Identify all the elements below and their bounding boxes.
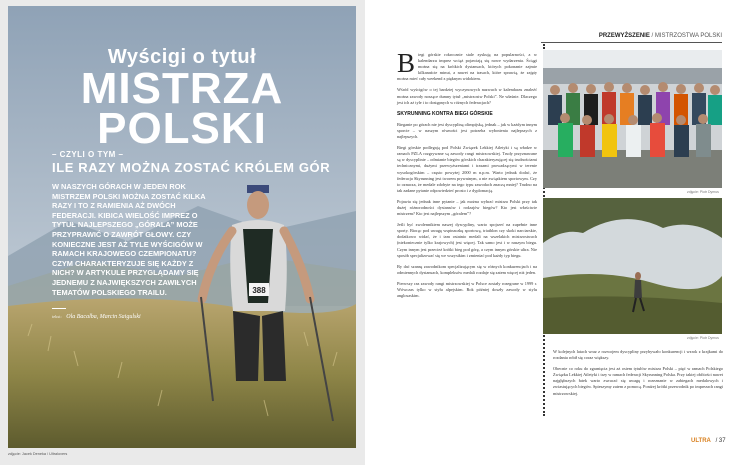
lead-divider bbox=[52, 308, 66, 309]
magazine-logo: ULTRA bbox=[691, 438, 711, 444]
left-photo-credit: zdjęcie: Jacek Deneka / Ultralovers bbox=[8, 452, 68, 456]
page-footer bbox=[691, 438, 726, 444]
right-page bbox=[365, 0, 730, 465]
group-photo-credit: zdjęcie: Piotr Dymus bbox=[687, 190, 719, 194]
article-column-2 bbox=[553, 349, 723, 402]
paragraph-9: W kolejnych latach wraz z rozwojem dyscypliny przybywało konkurencji i wzrok z krajkami do rozdania robił się coraz większy. bbox=[553, 349, 723, 361]
subheading-skyrunning: SKYRUNNING KONTRA BIEGI GÓRSKIE bbox=[397, 110, 493, 117]
runner-bib-number: 388 bbox=[252, 286, 266, 295]
byline-authors: Ola Bacalba, Marcin Saigulski bbox=[66, 314, 141, 320]
subtitle-small: – CZYLI O TYM – bbox=[52, 150, 124, 159]
byline-label: tekst: bbox=[52, 314, 62, 319]
left-page bbox=[8, 6, 356, 448]
paragraph-7: By dać szansę zawodnikom specjalizującym się w różnych konkurencjach i na odmiennych dystansach, kompleksów medali rozdaje się zatem więcej niż jeden. bbox=[397, 263, 537, 275]
page-number: / 37 bbox=[715, 438, 726, 444]
paragraph-1-text: iegi górskie rokrocznie stale zyskują na popularności, a w kalendarzu imprez wciąż pojawiają się nowe wydarzenia. Ściągi można się na krótkich dystansach, których pokonanie zajmie kilkanaście minut, a nawet na trasach, które sprawią, że zajęty można mieć cały weekend z pięknym widokiem. bbox=[397, 52, 537, 82]
paragraph-4: Biegi górskie podlegają pod Polski Związek Lekkiej Atletyki i są władze w ramach PZLA rozgrywane są zawody rangi mistrzowskiej. Trudy przyznawane są w dyscyplinie – odmianie biegów górskich charakteryzującej się trudnościami technicznymi, dużymi przewyższeniami i trasami prowadzącymi w terenie wysokogórskim – często powyżej 2000 m n.p.m. Warto jednak dodać, że federacja Skyrunning jest tworem prywatnym, a nie związkiem sportowym. Czy to oznacza, że medale zdobyte na tego typu zawodach znaczą mniej? Trudno na tak zadane pytanie odpowiedzieć prosto i z dyplomacją. bbox=[397, 145, 537, 193]
article-headline bbox=[8, 46, 356, 153]
headline-small: Wyścigi o tytuł bbox=[107, 46, 257, 68]
runner-ridge-credit: zdjęcie: Piotr Dymus bbox=[687, 336, 719, 340]
paragraph-2: Wśród wyścigów o tej bardziej wyczynowych nazwach w kalendarzu znaleźć można zawody noszące dumny tytuł „mistrzostw Polski”. Ne właśnie. Dlaczego jest ich aż tyle i to dostępnych w różnych federacjach? bbox=[397, 87, 537, 105]
paragraph-1 bbox=[397, 48, 537, 82]
subtitle-main: ILE RAZY MOŻNA ZOSTAĆ KRÓLEM GÓR bbox=[52, 160, 331, 175]
section-rule bbox=[541, 42, 722, 43]
article-lead: W NASZYCH GÓRACH W JEDEN ROK MISTRZEM POLSKI MOŻNA ZOSTAĆ KILKA RAZY I TO Z RAMIENIA AŻ DWÓCH FEDERACJI. KIBICA WIELOŚĆ IMPREZ O TYTUŁ NAJLEPSZEGO „GÓRALA” MOŻE PRZYPRAWIĆ O ZAWRÓT GŁOWY. CZY KONIECZNE JEST AŻ TYLE WYŚCIGÓW W RAMACH KRAJOWEGO CZEMPIONATU? CZYM CHARAKTERYZUJE SIĘ KAŻDY Z NICH? W ARTYKULE PRZYGLĄDAMY SIĘ JEDNEMU Z NAJWIĘKSZYCH ZAWIŁYCH TEMATÓW POLSKIEGO TRAILU. bbox=[52, 182, 206, 297]
drop-cap: B bbox=[397, 48, 416, 78]
section-subname: MISTRZOSTWA POLSKI bbox=[654, 33, 722, 39]
headline-polski: POLSKI bbox=[97, 104, 267, 153]
paragraph-5: Pojawia się jednak inne pytanie – jak można wybrać mistrza Polski przy tak dużej różnorodności dystansów i rodzajów biegów? Kto jest właściwie mistrzem? Kto jest najlepszym „góralem”? bbox=[397, 198, 537, 217]
headline-mistrza: MISTRZA bbox=[80, 64, 284, 113]
paragraph-8: Pierwszy raz zawody rangi mistrzowskiej w Polsce zostały rozegrane w 1999 r. Wówczas tylko w stylu alpejskim. Rok później doszły zawody w stylu anglosaskim. bbox=[397, 280, 537, 299]
article-subtitle bbox=[52, 150, 352, 175]
section-name: PRZEWYŻSZENIE bbox=[598, 33, 650, 39]
paragraph-3: Bieganie po górach nie jest dyscypliną olimpijską, jednak – jak w każdym innym sporcie – w naszym równości jest potrzeba wyłonienia najlepszych z najlepszych. bbox=[397, 121, 537, 140]
paragraph-6: Jeśli być zwolennikiem naszej dyscypliny, warto spojrzeć na zupełnie inne sporty. Biorąc pod uwagę wspinaczkę sportową, triathlon czy skoki narciarskie, dodatkowo widać, że i tam ostatnio medali na wszelakich mistrzostwach (niekoniecznie tylko krajowych) jest więcej. Tak samo jest i w naszym biegu. Czym innym jest przecież krótki bieg pod górę, a czym innym górskie ultra. Nie sposób specjalizować się we wszystkim i zmieniać pod każdy typ biegu. bbox=[397, 222, 537, 258]
section-label bbox=[599, 33, 722, 39]
group-photo bbox=[543, 50, 722, 188]
article-column-1 bbox=[397, 48, 537, 304]
section-separator: / bbox=[651, 33, 655, 39]
byline bbox=[52, 314, 141, 320]
paragraph-10: Obecnie co roku do zgarnięcia jest aż osiem tytułów mistrza Polski – pięć w ramach Polskiego Związku Lekkiej Atletyki i trzy w ramach federacji Skyrunning Polska. Przy takiej obfitości nawet najgłębszych łatek warto zwracać się uwagę i rozeznanie w zabiegach medalowych i zwiastujących biegów. Spieszymy zatem z pomocą. Poniżej krótki przewodnik po imprezach rangi mistrzowskiej. bbox=[553, 366, 723, 396]
runner-ridge-photo bbox=[543, 198, 722, 334]
